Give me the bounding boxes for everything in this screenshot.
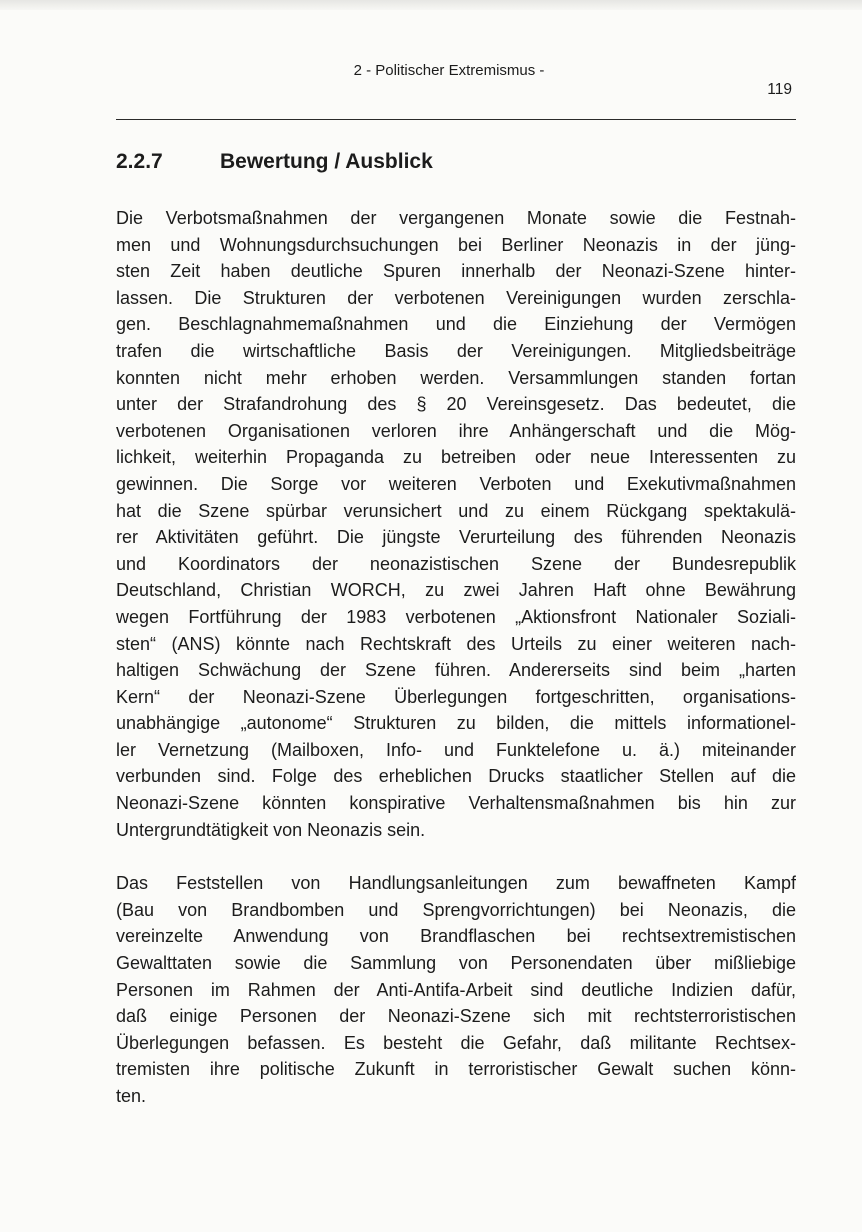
text-line: Deutschland, Christian WORCH, zu zwei Jahren Haft ohne Bewährung <box>116 580 796 601</box>
paragraph-gap <box>116 843 796 870</box>
text-line: haltigen Schwächung der Szene führen. Andererseits sind beim „harten <box>116 660 796 681</box>
document-page <box>116 0 796 1232</box>
text-line: unter der Strafandrohung des § 20 Vereinsgesetz. Das bedeutet, die <box>116 394 796 415</box>
text-line: vereinzelte Anwendung von Brandflaschen bei rechtsextremistischen <box>116 926 796 947</box>
section-heading <box>116 148 796 176</box>
text-line: wegen Fortführung der 1983 verbotenen „Aktionsfront Nationaler Soziali- <box>116 606 796 627</box>
text-line: Die Verbotsmaßnahmen der vergangenen Monate sowie die Festnah- <box>116 208 796 228</box>
text-line: sten“ (ANS) könnte nach Rechtskraft des Urteils zu einer weiteren nach- <box>116 633 796 654</box>
text-line: daß einige Personen der Neonazi-Szene sich mit rechtsterroristischen <box>116 1006 796 1027</box>
text-line: tremisten ihre politische Zukunft in terroristischer Gewalt suchen könn- <box>116 1059 796 1080</box>
text-line: trafen die wirtschaftliche Basis der Vereinigungen. Mitgliedsbeiträge <box>116 340 796 361</box>
text-line: gewinnen. Die Sorge vor weiteren Verboten und Exekutivmaßnahmen <box>116 473 796 494</box>
section-title: Bewertung / Ausblick <box>220 150 433 173</box>
text-line: (Bau von Brandbomben und Sprengvorrichtungen) bei Neonazis, die <box>116 899 796 920</box>
text-line: ler Vernetzung (Mailboxen, Info- und Funktelefone u. ä.) miteinander <box>116 739 796 760</box>
text-line: konnten nicht mehr erhoben werden. Versammlungen standen fortan <box>116 367 796 388</box>
text-line: Untergrundtätigkeit von Neonazis sein. <box>116 819 426 840</box>
paragraph <box>116 870 796 1109</box>
text-line: men und Wohnungsdurchsuchungen bei Berliner Neonazis in der jüng- <box>116 234 796 255</box>
text-line: hat die Szene spürbar verunsichert und zu einem Rückgang spektakulä- <box>116 500 796 521</box>
text-line: verbunden sind. Folge des erheblichen Drucks staatlicher Stellen auf die <box>116 766 796 787</box>
section-number: 2.2.7 <box>116 150 163 173</box>
text-line: ten. <box>116 1086 147 1106</box>
body-text <box>116 205 796 1110</box>
text-line: lassen. Die Strukturen der verbotenen Vereinigungen wurden zerschla- <box>116 287 796 308</box>
text-line: verbotenen Organisationen verloren ihre Anhängerschaft und die Mög- <box>116 420 796 441</box>
paragraph <box>116 205 796 843</box>
text-line: lichkeit, weiterhin Propaganda zu betreiben oder neue Interessenten zu <box>116 447 796 468</box>
text-line: und Koordinators der neonazistischen Szene der Bundesrepublik <box>116 553 796 574</box>
text-line: rer Aktivitäten geführt. Die jüngste Verurteilung des führenden Neonazis <box>116 527 796 548</box>
text-line: Neonazi-Szene könnten konspirative Verhaltensmaßnahmen bis hin zur <box>116 793 796 814</box>
header-rule <box>116 119 796 120</box>
text-line: Personen im Rahmen der Anti-Antifa-Arbeit sind deutliche Indizien dafür, <box>116 979 796 1000</box>
text-line: unabhängige „autonome“ Strukturen zu bilden, die mittels informationel- <box>116 713 796 734</box>
text-line: Das Feststellen von Handlungsanleitungen zum bewaffneten Kampf <box>116 873 796 894</box>
text-line: Gewalttaten sowie die Sammlung von Personendaten über mißliebige <box>116 953 796 974</box>
page-number: 119 <box>767 81 792 98</box>
text-line: Kern“ der Neonazi-Szene Überlegungen fortgeschritten, organisations- <box>116 686 796 707</box>
running-header: 2 - Politischer Extremismus - <box>353 62 545 79</box>
text-line: gen. Beschlagnahmemaßnahmen und die Einziehung der Vermögen <box>116 314 796 335</box>
text-line: sten Zeit haben deutliche Spuren innerhalb der Neonazi-Szene hinter- <box>116 261 796 282</box>
text-line: Überlegungen befassen. Es besteht die Gefahr, daß militante Rechtsex- <box>116 1032 796 1053</box>
